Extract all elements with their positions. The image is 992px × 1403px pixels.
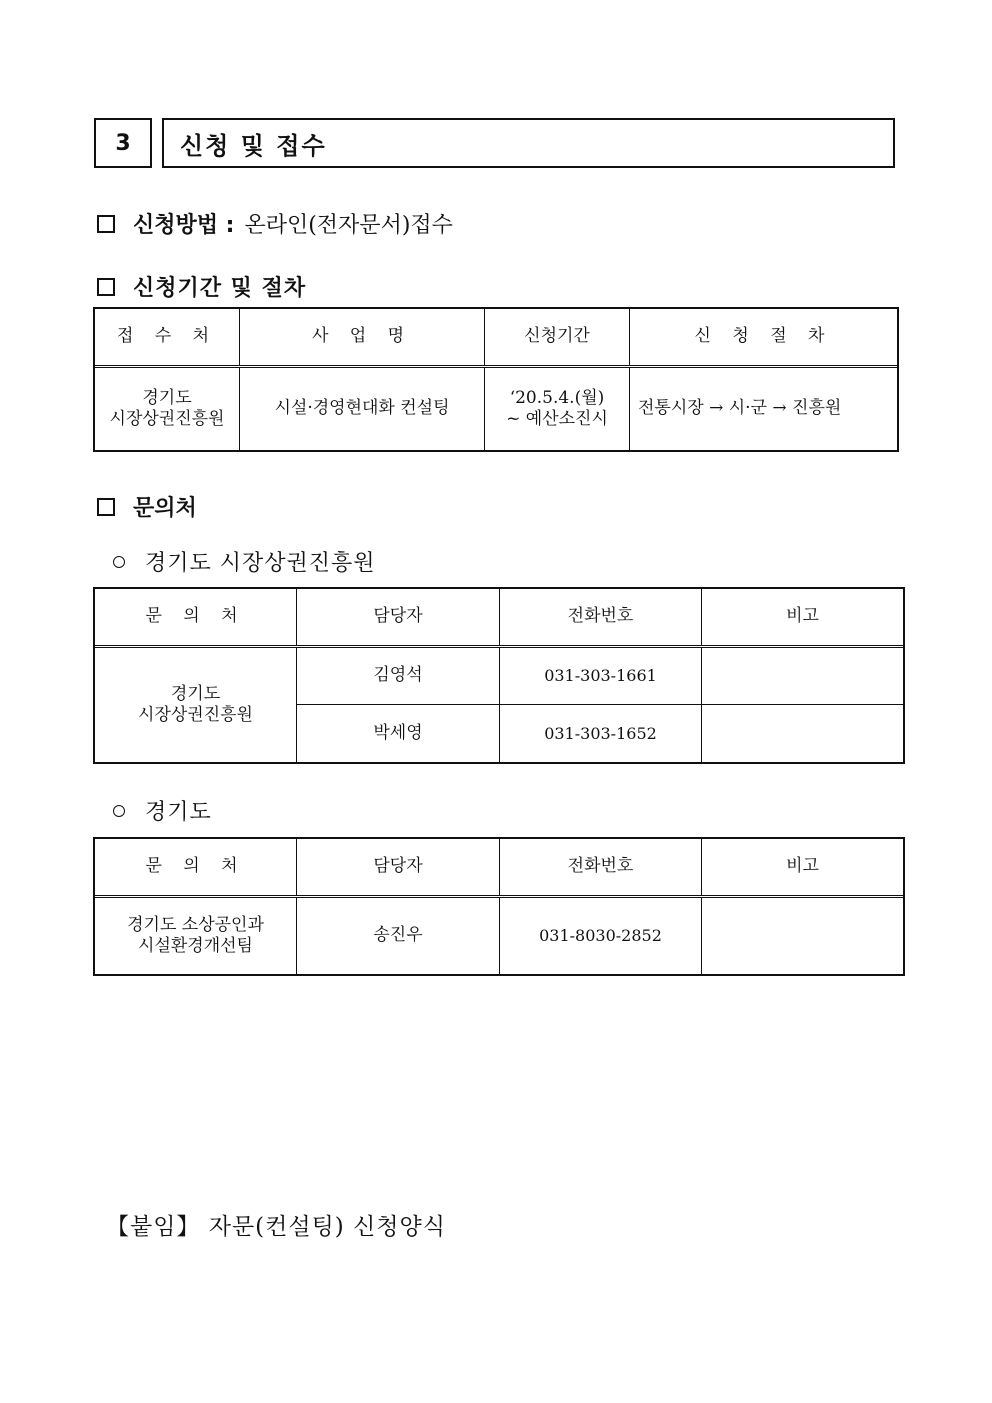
period-end: ~ 예산소진시: [506, 409, 608, 429]
office-line2: 시장상권진흥원: [109, 409, 225, 429]
header-phone: 전화번호: [500, 839, 702, 897]
period-table-header: [95, 309, 898, 367]
note-cell: [702, 897, 904, 975]
header-office: 접 수 처: [95, 309, 240, 367]
contact-table-1: [94, 588, 904, 763]
contact-heading-text: 문의처: [133, 496, 197, 521]
header-period: 신청기간: [485, 309, 630, 367]
header-procedure: 신 청 절 차: [630, 309, 898, 367]
contact-group1-title: [113, 546, 376, 577]
table-row: [95, 367, 898, 451]
attachment-note: 【붙임】 자문(컨설팅) 신청양식: [106, 1214, 446, 1240]
office-cell: [95, 367, 240, 451]
person-cell: 김영석: [297, 647, 500, 705]
method-label: 신청방법 :: [133, 213, 235, 238]
person-cell: 박세영: [297, 705, 500, 763]
phone-cell: 031-303-1661: [500, 647, 702, 705]
header-contact-office: 문 의 처: [95, 839, 297, 897]
contact-office-line1: 경기도: [170, 683, 221, 704]
office-line1: 경기도: [142, 387, 192, 408]
period-start: ‘20.5.4.(월): [509, 387, 605, 408]
contact-table-1-header: [95, 589, 904, 647]
note-cell: [702, 647, 904, 705]
contact-office-cell: [95, 647, 297, 763]
header-phone: 전화번호: [500, 589, 702, 647]
contact-group2-title: [113, 795, 212, 826]
checkbox-icon: [97, 498, 115, 516]
group2-title-text: 경기도: [145, 800, 212, 825]
header-person: 담당자: [297, 589, 500, 647]
header-person: 담당자: [297, 839, 500, 897]
header-note: 비고: [702, 589, 904, 647]
table-row: [95, 647, 904, 705]
project-cell: 시설·경영현대화 컨설팅: [240, 367, 485, 451]
contact-heading: [97, 491, 197, 522]
period-heading: [97, 271, 306, 302]
contact-office-line1: 경기도 소상공인과: [127, 914, 264, 935]
header-note: 비고: [702, 839, 904, 897]
contact-table-2: [94, 838, 904, 975]
circle-bullet-icon: [113, 805, 125, 817]
header-contact-office: 문 의 처: [95, 589, 297, 647]
checkbox-icon: [97, 278, 115, 296]
phone-cell: 031-8030-2852: [500, 897, 702, 975]
contact-office-line2: 시장상권진흥원: [138, 705, 253, 725]
section-title: 신청 및 접수: [162, 118, 895, 168]
header-project: 사 업 명: [240, 309, 485, 367]
contact-office-line2: 시설환경개선팀: [138, 936, 253, 956]
group1-title-text: 경기도 시장상권진흥원: [145, 551, 376, 576]
period-cell: [485, 367, 630, 451]
person-cell: 송진우: [297, 897, 500, 975]
contact-office-cell: [95, 897, 297, 975]
method-value: 온라인(전자문서)접수: [244, 213, 453, 238]
phone-cell: 031-303-1652: [500, 705, 702, 763]
checkbox-icon: [97, 215, 115, 233]
table-row: [95, 897, 904, 975]
section-number: 3: [94, 118, 152, 168]
note-cell: [702, 705, 904, 763]
procedure-cell: 전통시장 → 시·군 → 진흥원: [630, 367, 898, 451]
period-table: [94, 308, 898, 451]
contact-table-2-header: [95, 839, 904, 897]
circle-bullet-icon: [113, 556, 125, 568]
method-heading: [97, 208, 453, 239]
period-heading-text: 신청기간 및 절차: [133, 276, 307, 301]
